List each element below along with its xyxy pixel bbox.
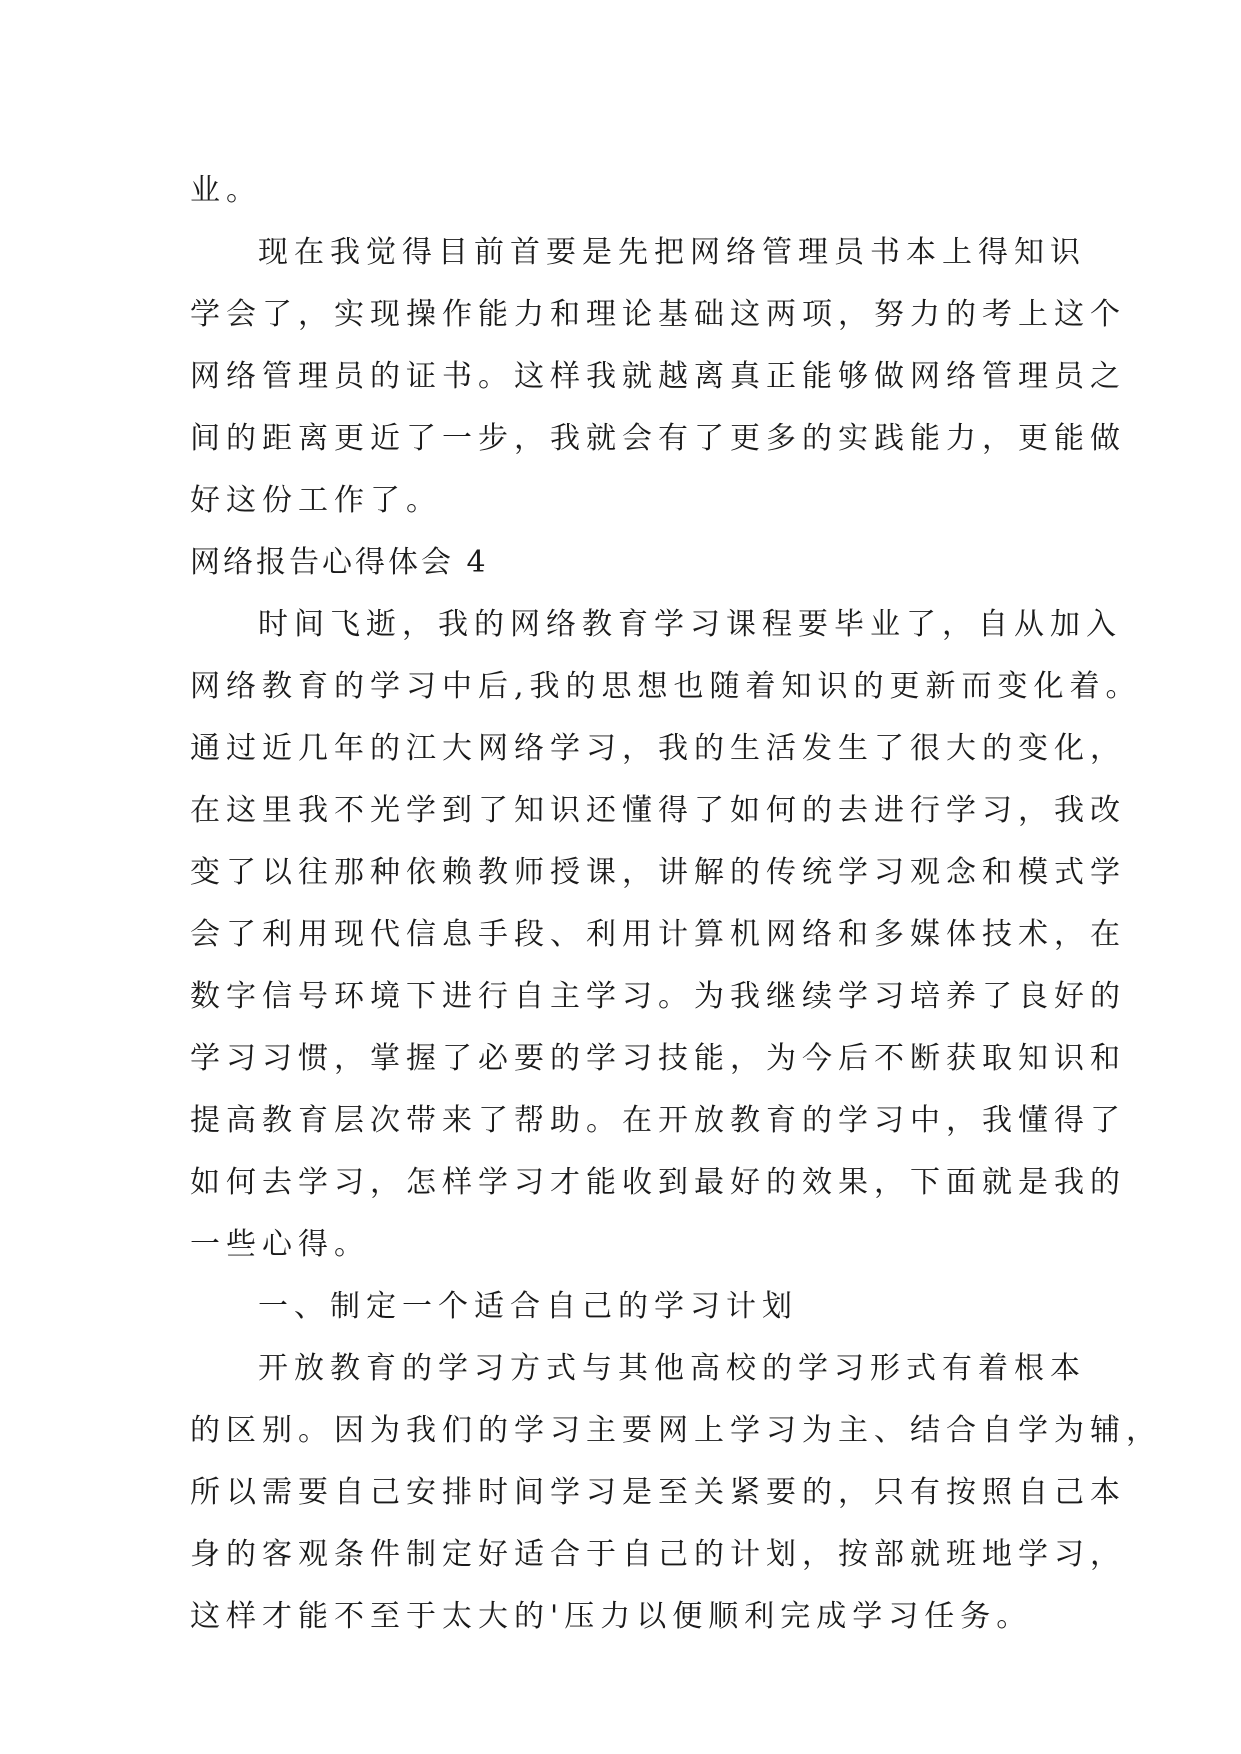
text-line: 一些心得。 — [190, 1227, 370, 1262]
text-line: 通过近几年的江大网络学习，我的生活发生了很大的变化， — [190, 731, 1126, 766]
text-line: 时间飞逝，我的网络教育学习课程要毕业了，自从加入 — [258, 607, 1122, 642]
text-line: 好这份工作了。 — [190, 483, 442, 518]
text-line: 所以需要自己安排时间学习是至关紧要的，只有按照自己本 — [190, 1475, 1126, 1510]
text-line: 变了以往那种依赖教师授课，讲解的传统学习观念和模式学 — [190, 855, 1126, 890]
text-line: 网络管理员的证书。这样我就越离真正能够做网络管理员之 — [190, 359, 1126, 394]
text-line: 一、制定一个适合自己的学习计划 — [258, 1289, 798, 1324]
text-line: 会了利用现代信息手段、利用计算机网络和多媒体技术，在 — [190, 917, 1126, 952]
text-line: 数字信号环境下进行自主学习。为我继续学习培养了良好的 — [190, 979, 1126, 1014]
text-line: 现在我觉得目前首要是先把网络管理员书本上得知识 — [258, 235, 1086, 270]
text-line: 业。 — [190, 173, 262, 208]
text-line: 学会了，实现操作能力和理论基础这两项，努力的考上这个 — [190, 297, 1126, 332]
text-line: 间的距离更近了一步，我就会有了更多的实践能力，更能做 — [190, 421, 1126, 456]
text-line: 这样才能不至于太大的'压力以便顺利完成学习任务。 — [190, 1599, 1033, 1634]
text-line: 的区别。因为我们的学习主要网上学习为主、结合自学为辅， — [190, 1413, 1162, 1448]
text-line: 学习习惯，掌握了必要的学习技能，为今后不断获取知识和 — [190, 1041, 1126, 1076]
text-line: 在这里我不光学到了知识还懂得了如何的去进行学习，我改 — [190, 793, 1126, 828]
text-line: 网络教育的学习中后,我的思想也随着知识的更新而变化着。 — [190, 669, 1142, 704]
text-line: 开放教育的学习方式与其他高校的学习形式有着根本 — [258, 1351, 1086, 1386]
section-heading: 网络报告心得体会 4 — [190, 545, 489, 580]
text-line: 身的客观条件制定好适合于自己的计划，按部就班地学习， — [190, 1537, 1126, 1572]
document-body — [190, 160, 1162, 1648]
text-line: 提高教育层次带来了帮助。在开放教育的学习中，我懂得了 — [190, 1103, 1126, 1138]
text-line: 如何去学习，怎样学习才能收到最好的效果，下面就是我的 — [190, 1165, 1126, 1200]
